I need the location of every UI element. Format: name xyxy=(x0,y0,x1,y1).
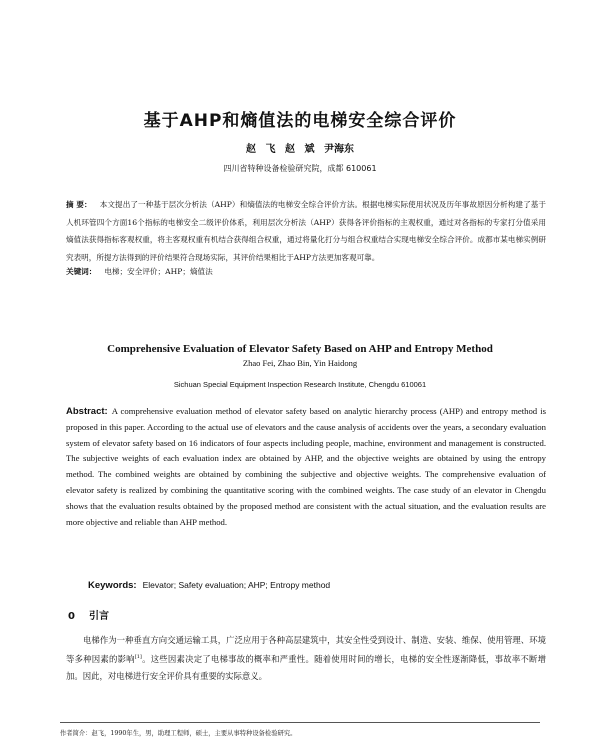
section-number: 0 xyxy=(68,611,75,622)
english-keywords-label: Keywords: xyxy=(88,580,137,591)
paragraph-text-part2: 。这些因素决定了电梯事故的概率和严重性。随着使用时间的增长，电梯的安全性逐渐降低，事故率不断增加。因此，对电梯进行安全评价具有重要的实际意义。 xyxy=(66,653,547,681)
english-abstract xyxy=(66,404,546,530)
chinese-affiliation: 四川省特种设备检验研究院，成都 610061 xyxy=(223,164,377,173)
author-footnote: 作者简介：赵飞，1990年生，男，助理工程师，硕士，主要从事特种设备检验研究。 xyxy=(60,730,297,737)
chinese-abstract xyxy=(66,196,546,266)
english-abstract-label: Abstract: xyxy=(66,406,108,417)
introduction-paragraph xyxy=(66,632,546,685)
chinese-authors: 赵 飞 赵 斌 尹海东 xyxy=(246,144,354,155)
chinese-keywords xyxy=(66,266,546,277)
chinese-abstract-label: 摘 要： xyxy=(66,200,92,209)
citation-reference: [1] xyxy=(134,654,142,660)
english-authors: Zhao Fei, Zhao Bin, Yin Haidong xyxy=(242,358,358,368)
chinese-title: 基于AHP和熵值法的电梯安全综合评价 xyxy=(143,111,457,131)
english-keywords-text: Elevator; Safety evaluation; AHP; Entropy method xyxy=(142,580,331,590)
english-title: Comprehensive Evaluation of Elevator Safety Based on AHP and Entropy Method xyxy=(107,343,493,355)
chinese-keywords-label: 关键词： xyxy=(66,267,97,276)
english-keywords xyxy=(88,580,558,591)
section-title: 引言 xyxy=(88,611,109,622)
chinese-keywords-text: 电梯；安全评价；AHP；熵值法 xyxy=(104,267,213,276)
english-affiliation: Sichuan Special Equipment Inspection Research Institute, Chengdu 610061 xyxy=(173,380,427,389)
footnote-divider xyxy=(60,722,540,723)
paragraph-text-part1: 电梯作为一种垂直方向交通运输工具，广泛应用于各种高层建筑中，其安全性受到设计、制造、安装、维保、使用管理、环境等多种因素的影响 xyxy=(66,635,546,664)
chinese-abstract-text: 本文提出了一种基于层次分析法（AHP）和熵值法的电梯安全综合评价方法。根据电梯实际使用状况及历年事故原因分析构建了基于人机环管四个方面16个指标的电梯安全二级评价体系，利用层次分析法（AHP）获得各评价指标的主观权重，通过对各指标的专家打分值采用熵值法获得指标客观权重，将主客观权重有机结合获得组合权重，通过将量化打分与组合权重结合实现电梯安全综合评价。成都市某电梯实例研究表明，所提方法得到的评价结果符合现场实际，其评价结果相比于AHP方法更加客观可靠。 xyxy=(66,200,546,262)
section-heading-introduction xyxy=(68,607,109,622)
english-abstract-text: A comprehensive evaluation method of elevator safety based on analytic hierarchy process (AHP) and entropy method is proposed in this paper. According to the actual use of elevators and the cause analysis of accidents over the years, a secondary evaluation system of elevator safety based on 16 indicators of four aspects including people, machine, environment and management is constructed. The subjective weights of each evaluation index are obtained by AHP, and the objective weights are obtained by using the entropy method. The combined weights are obtained by combining the subjective and objective weights. The comprehensive evaluation of elevator safety is realized by combining the quantitative scoring with the combined weights. The case study of an elevator in Chengdu shows that the evaluation results obtained by the proposed method are consistent with the actual situation, and the evaluation results are more objective and reliable than AHP method. xyxy=(66,406,546,527)
